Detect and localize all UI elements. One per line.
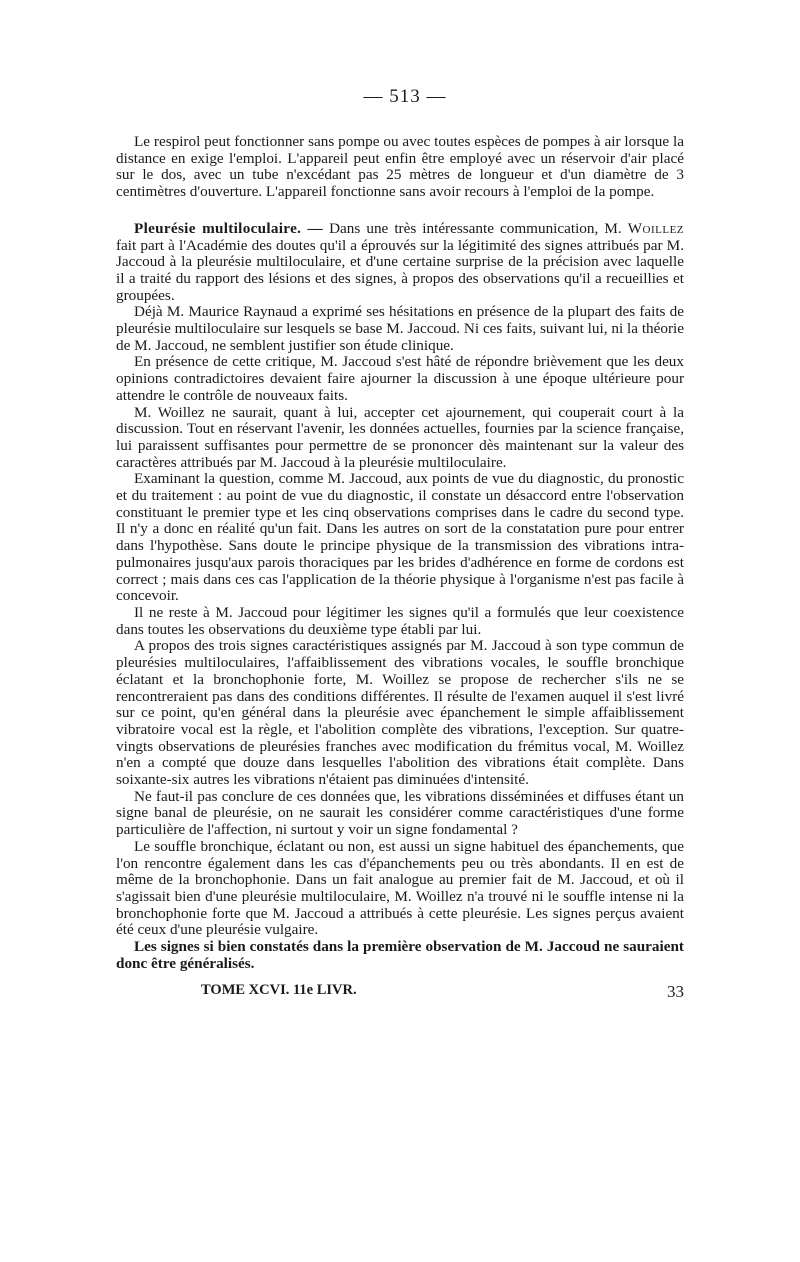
- author-name: Woillez: [627, 219, 685, 237]
- paragraph-legitimer: Il ne reste à M. Jaccoud pour légitimer les signes qu'il a formulés que leur coexistence dans toutes les observations du deuxième type établi par lui.: [116, 603, 684, 638]
- paragraph-ajournement: M. Woillez ne saurait, quant à lui, accepter cet ajournement, qui couperait court à la discussion. Tout en réservant l'avenir, les données actuelles, fournies par la science française, lui paraissent suffisantes pour permettre de se prononcer dès maintenant sur la valeur des caractères attribués par M. Jaccoud à la pleurésie multiloculaire.: [116, 403, 684, 471]
- page-number: — 513 —: [363, 86, 447, 107]
- paragraph-trois-signes: A propos des trois signes caractéristiques assignés par M. Jaccoud à son type commun de pleurésies multiloculaires, l'affaiblissement des vibrations vocales, le souffle bronchique éclatant et la bronchophonie forte, M. Woillez se propose de rechercher s'ils ne se rencontreraient pas dans des conditions différentes. Il résulte de l'examen auquel il s'est livré sur ce point, qu'en général dans la pleurésie avec épanchement le simple affaiblissement vibratoire vocal est la règle, et l'abolition complète des vibrations, l'exception. Sur quatre-vingts observations de pleurésies franches avec modification du frémitus vocal, M. Woillez n'en a compté que douze dans lesquelles l'abolition des vibrations était complète. Dans soixante-six autres les vibrations n'étaient pas diminuées d'intensité.: [116, 637, 684, 789]
- page-footer: [116, 982, 684, 1002]
- paragraph-section-intro: [116, 221, 684, 305]
- paragraph-respirol: Le respirol peut fonctionner sans pompe ou avec toutes espèces de pompes à air lorsque la distance en exige l'emploi. L'appareil peut enfin être employé avec un réservoir d'air placé sur le dos, avec un tube n'excédant pas 25 mètres de longueur et d'un diamètre de 3 centimètres d'ouverture. L'appareil fonctionne sans avoir recours à l'emploi de la pompe.: [116, 133, 684, 201]
- section-title: Pleurésie multiloculaire. —: [134, 219, 324, 237]
- footer-sheet-number: 33: [667, 982, 684, 1002]
- section-rest-text: fait part à l'Académie des doutes qu'il a éprouvés sur la légitimité des signes attribués par M. Jaccoud à la pleurésie multiloculaire, et d'une certaine surprise de la précision avec laquelle il a traité du rapport des lésions et des signes, à propos des observations qu'il a recueillies et groupées.: [116, 236, 684, 304]
- paragraph-diagnostic: Examinant la question, comme M. Jaccoud, aux points de vue du diagnostic, du pronostic et du traitement : au point de vue du diagnostic, il constate un désaccord entre l'observation constituant le premier type et les cinq observations comprises dans le cadre du second type. Il n'y a donc en réalité qu'un fait. Dans les autres on sort de la constatation pure pour entrer dans l'hypothèse. Sans doute le principe physique de la transmission des vibrations intra-pulmonaires jusqu'aux parois thoraciques par les brides d'adhérence en forme de cordons est correct ; mais dans ces cas l'application de la théorie physique à l'organisme n'est pas facile à concevoir.: [116, 470, 684, 605]
- document-page: [116, 86, 684, 1002]
- paragraph-critique: En présence de cette critique, M. Jaccoud s'est hâté de répondre brièvement que les deux opinions contradictoires devaient faire ajourner la discussion à une époque ultérieure pour attendre le contrôle de nouveaux faits.: [116, 353, 684, 404]
- section-lead-text: Dans une très intéressante communication, M.: [329, 219, 622, 237]
- paragraph-conclusion: Les signes si bien constatés dans la première observation de M. Jaccoud ne sauraient donc être généralisés.: [116, 938, 684, 972]
- paragraph-conclure: Ne faut-il pas conclure de ces données que, les vibrations disséminées et diffuses étant un signe banal de pleurésie, on ne saurait les considérer comme caractéristiques d'une forme particulière de l'affection, ni surtout y voir un signe fondamental ?: [116, 787, 684, 839]
- paragraph-souffle: Le souffle bronchique, éclatant ou non, est aussi un signe habituel des épanchements, que l'on rencontre également dans les cas d'épanchements peu ou très abondants. Il en est de même de la bronchophonie. Dans un fait analogue au premier fait de M. Jaccoud, et où il s'agissait bien d'une pleurésie multiloculaire, M. Woillez n'a trouvé ni le souffle intense ni la bronchophonie forte que M. Jaccoud a attribués à cette pleurésie. Les signes perçus avaient été ceux d'une pleurésie vulgaire.: [116, 837, 684, 939]
- paragraph-raynaud: Déjà M. Maurice Raynaud a exprimé ses hésitations en présence de la plupart des faits de pleurésie multiloculaire sur lesquels se base M. Jaccoud. Ni ces faits, suivant lui, ni la théorie de M. Jaccoud, ne semblent justifier son étude clinique.: [116, 303, 684, 354]
- footer-signature: TOME XCVI. 11e LIVR.: [201, 982, 357, 999]
